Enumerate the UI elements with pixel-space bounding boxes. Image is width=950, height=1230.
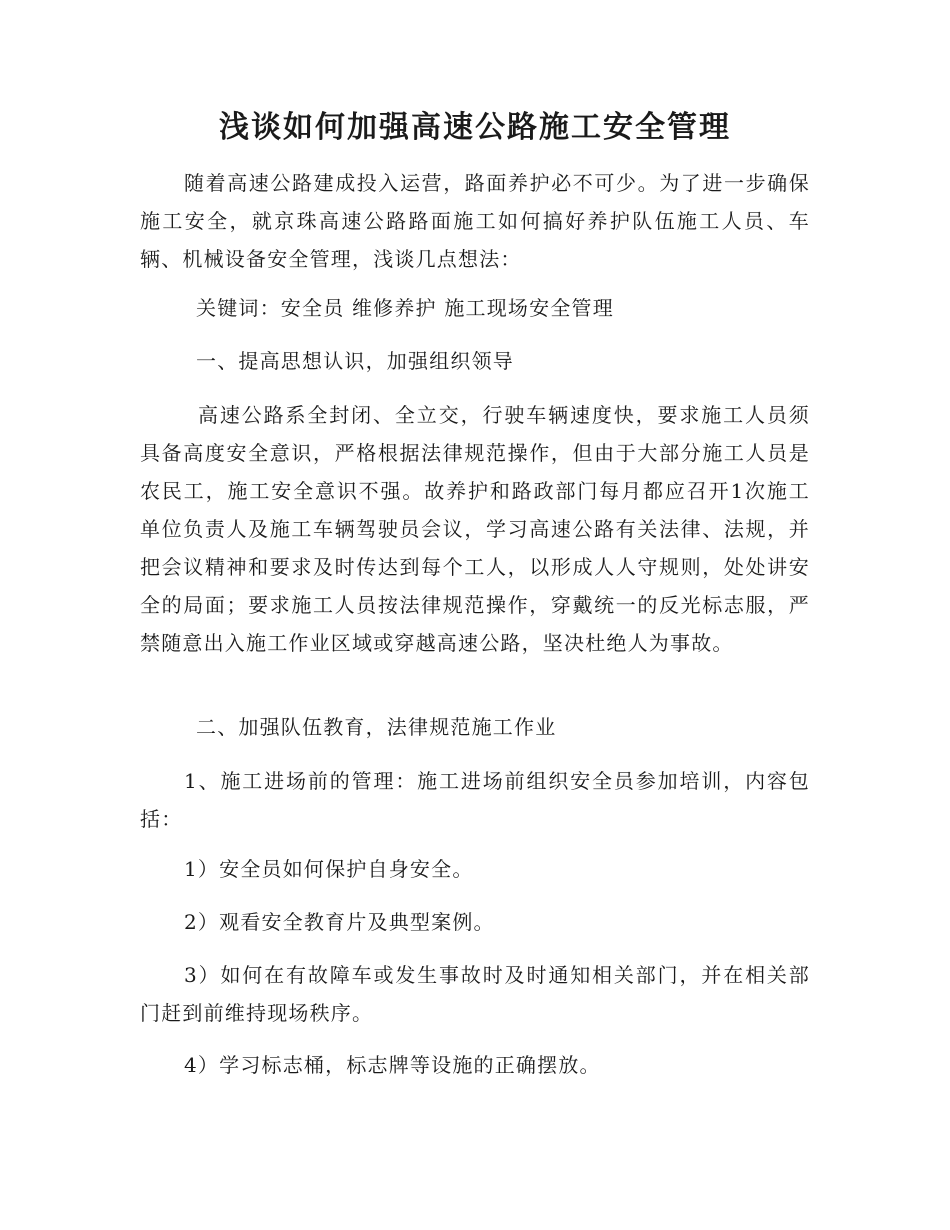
section1-body: 高速公路系全封闭、全立交，行驶车辆速度快，要求施工人员须具备高度安全意识，严格根据法律规范操作，但由于大部分施工人员是农民工，施工安全意识不强。故养护和路政部门每月都应召开1次施工单位负责人及施工车辆驾驶员会议，学习高速公路有关法律、法规，并把会议精神和要求及时传达到每个工人，以形成人人守规则，处处讲安全的局面；要求施工人员按法律规范操作，穿戴统一的反光标志服，严禁随意出入施工作业区域或穿越高速公路，坚决杜绝人为事故。 bbox=[140, 403, 810, 655]
intro-paragraph: 随着高速公路建成投入运营，路面养护必不可少。为了进一步确保施工安全，就京珠高速公路路面施工如何搞好养护队伍施工人员、车辆、机械设备安全管理，浅谈几点想法： bbox=[140, 171, 810, 271]
sub-item-3: 3）如何在有故障车或发生事故时及时通知相关部门，并在相关部门赶到前维持现场秩序。 bbox=[140, 963, 810, 1025]
sub-item-4: 4）学习标志桶，标志牌等设施的正确摆放。 bbox=[184, 1053, 601, 1077]
document-title: 浅谈如何加强高速公路施工安全管理 bbox=[219, 110, 731, 145]
sub-item-1: 1）安全员如何保护自身安全。 bbox=[184, 857, 474, 881]
section1-heading: 一、提高思想认识，加强组织领导 bbox=[196, 349, 514, 373]
keywords-line: 关键词：安全员 维修养护 施工现场安全管理 bbox=[196, 296, 614, 320]
list-item-1: 1、施工进场前的管理：施工进场前组织安全员参加培训，内容包括： bbox=[140, 769, 810, 831]
section2-heading: 二、加强队伍教育，法律规范施工作业 bbox=[196, 715, 557, 739]
sub-item-2: 2）观看安全教育片及典型案例。 bbox=[184, 910, 495, 934]
